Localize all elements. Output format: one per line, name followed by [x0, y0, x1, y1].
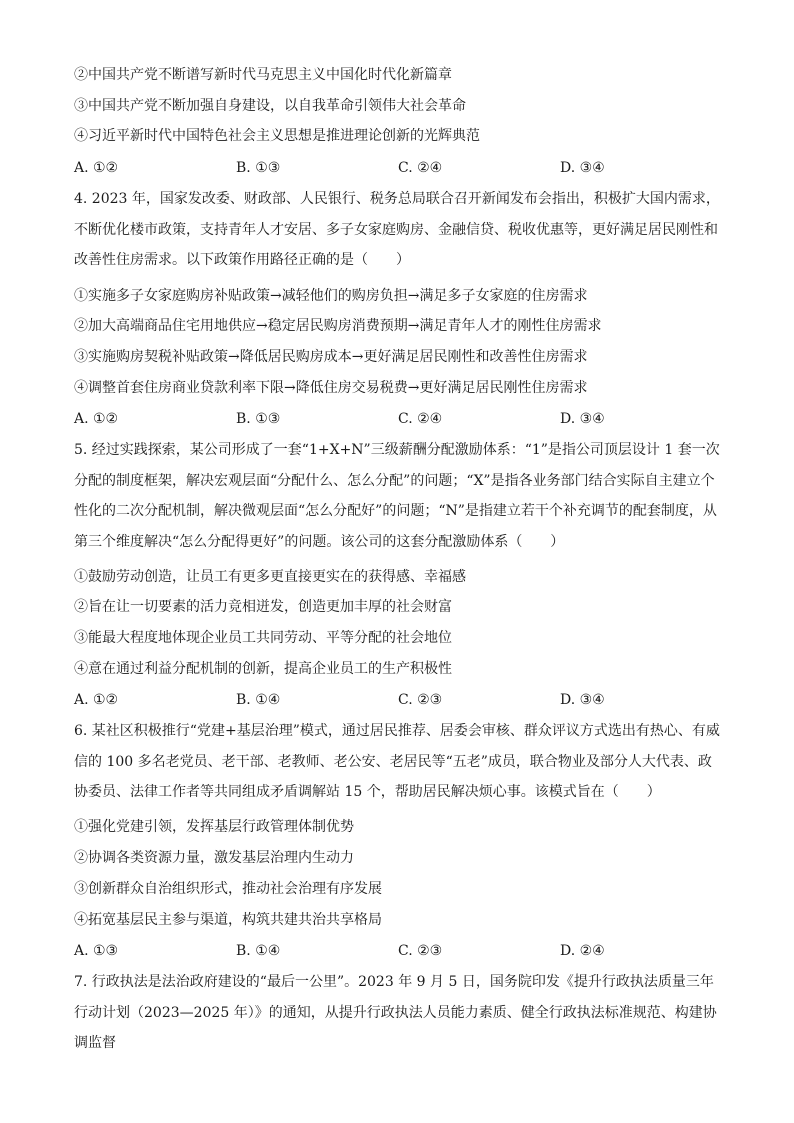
q6-option-c: C. ②③	[398, 943, 443, 959]
q5-statement-4: ④意在通过利益分配机制的创新，提高企业员工的生产积极性	[74, 661, 452, 677]
q3-statement-4: ④习近平新时代中国特色社会主义思想是推进理论创新的光辉典范	[74, 128, 480, 144]
q6-option-a: A. ①③	[74, 943, 119, 959]
q3-option-b: B. ①③	[236, 160, 281, 176]
q4-option-b: B. ①③	[236, 411, 281, 427]
q7-stem: 7. 行政执法是法治政府建设的“最后一公里”。2023 年 9 月 5 日，国务院印发《提升行政执法质量三年行动计划（2023—2025 年）》的通知，从提升行政执法人员能力素质、健全行政执法标准规范、构建协调监督	[74, 974, 717, 1051]
q6-statement-2: ②协调各类资源力量，激发基层治理内生动力	[74, 850, 354, 866]
q3-option-a: A. ①②	[74, 160, 119, 176]
q3-option-c: C. ②④	[398, 160, 443, 176]
q5-option-c: C. ②③	[398, 692, 443, 708]
q6-option-b: B. ①④	[236, 943, 281, 959]
q6-stem: 6. 某社区积极推行“党建+基层治理”模式，通过居民推荐、居委会审核、群众评议方式选出有热心、有威信的 100 多名老党员、老干部、老教师、老公安、老居民等“五老”成员，联合物业及部分人大代表、政协委员、法律工作者等共同组成矛盾调解站 15 个，帮助居民解决烦心事。该模式旨在（ ）	[74, 723, 720, 800]
q5-options	[74, 690, 724, 710]
q4-option-a: A. ①②	[74, 411, 119, 427]
q4-option-c: C. ②④	[398, 411, 443, 427]
q4-statement-2: ②加大高端商品住宅用地供应→稳定居民购房消费预期→满足青年人才的刚性住房需求	[74, 318, 602, 334]
q5-option-d: D. ③④	[560, 692, 605, 708]
q4-statement-1: ①实施多子女家庭购房补贴政策→减轻他们的购房负担→满足多子女家庭的住房需求	[74, 288, 588, 304]
q4-statement-4: ④调整首套住房商业贷款利率下限→降低住房交易税费→更好满足居民刚性住房需求	[74, 380, 588, 396]
q3-statement-2: ②中国共产党不断谱写新时代马克思主义中国化时代化新篇章	[74, 67, 452, 83]
q5-option-b: B. ①④	[236, 692, 281, 708]
q4-option-d: D. ③④	[560, 411, 605, 427]
q3-statement-3: ③中国共产党不断加强自身建设，以自我革命引领伟大社会革命	[74, 98, 466, 114]
q5-option-a: A. ①②	[74, 692, 119, 708]
q5-statement-3: ③能最大程度地体现企业员工共同劳动、平等分配的社会地位	[74, 630, 452, 646]
q6-options	[74, 941, 724, 961]
q4-options	[74, 409, 724, 429]
q6-statement-1: ①强化党建引领，发挥基层行政管理体制优势	[74, 819, 354, 835]
q5-statement-1: ①鼓励劳动创造，让员工有更多更直接更实在的获得感、幸福感	[74, 569, 466, 585]
q6-option-d: D. ②④	[560, 943, 605, 959]
q3-options	[74, 158, 724, 178]
q4-stem: 4. 2023 年，国家发改委、财政部、人民银行、税务总局联合召开新闻发布会指出，积极扩大国内需求，不断优化楼市政策，支持青年人才安居、多子女家庭购房、金融信贷、税收优惠等，更好满足居民刚性和改善性住房需求。以下政策作用路径正确的是（ ）	[74, 191, 720, 268]
q6-statement-4: ④拓宽基层民主参与渠道，构筑共建共治共享格局	[74, 912, 382, 928]
q6-statement-3: ③创新群众自治组织形式，推动社会治理有序发展	[74, 881, 382, 897]
q4-statement-3: ③实施购房契税补贴政策→降低居民购房成本→更好满足居民刚性和改善性住房需求	[74, 349, 588, 365]
q5-stem: 5. 经过实践探索，某公司形成了一套“1+X+N”三级薪酬分配激励体系：“1”是指公司顶层设计 1 套一次分配的制度框架，解决宏观层面“分配什么、怎么分配”的问题；“X”是指各业务部门结合实际自主建立个性化的二次分配机制，解决微观层面“怎么分配好”的问题；“N”是指建立若干个补充调节的配套制度，从第三个维度解决“怎么分配得更好”的问题。该公司的这套分配激励体系（ ）	[74, 442, 720, 550]
q3-option-d: D. ③④	[560, 160, 605, 176]
q5-statement-2: ②旨在让一切要素的活力竞相迸发，创造更加丰厚的社会财富	[74, 599, 452, 615]
